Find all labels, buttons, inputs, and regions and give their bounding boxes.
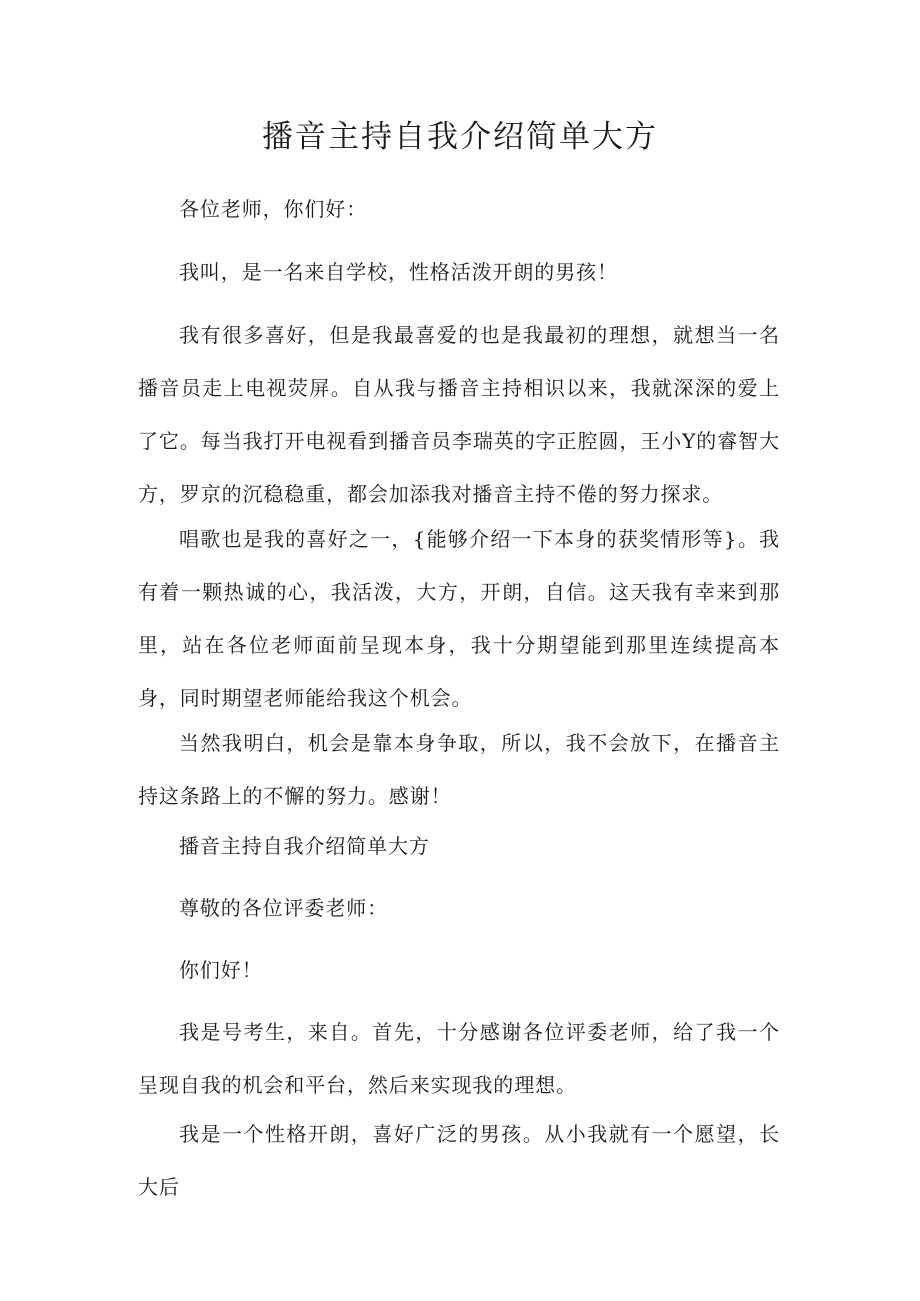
paragraph-candidate: 我是号考生，来自。首先，十分感谢各位评委老师，给了我一个呈现自我的机会和平台，然后来实现我的理想。 — [138, 1020, 780, 1097]
paragraph-intro: 我叫，是一名来自学校，性格活泼开朗的男孩！ — [179, 260, 618, 284]
paragraph-closing: 当然我明白，机会是靠本身争取，所以，我不会放下，在播音主持这条路上的不懈的努力。感谢！ — [138, 731, 780, 808]
paragraph-personality: 我是一个性格开朗，喜好广泛的男孩。从小我就有一个愿望，长大后 — [138, 1122, 780, 1199]
section-heading: 播音主持自我介绍简单大方 — [179, 834, 430, 858]
paragraph-hello: 你们好！ — [179, 958, 263, 982]
paragraph-greeting: 各位老师，你们好： — [179, 197, 368, 221]
paragraph-singing: 唱歌也是我的喜好之一，{能够介绍一下本身的获奖情形等}。我有着一颗热诚的心，我活泼，大方，开朗，自信。这天我有幸来到那里，站在各位老师面前呈现本身，我十分期望能到那里连续提高本身，同时期望老师能给我这个机会。 — [138, 527, 780, 710]
document-title: 播音主持自我介绍简单大方 — [262, 119, 658, 155]
paragraph-hobbies: 我有很多喜好，但是我最喜爱的也是我最初的理想，就想当一名播音员走上电视荧屏。自从我与播音主持相识以来，我就深深的爱上了它。每当我打开电视看到播音员李瑞英的字正腔圆，王小Y的睿智大方，罗京的沉稳稳重，都会加添我对播音主持不倦的努力探求。 — [138, 323, 780, 506]
paragraph-salutation: 尊敬的各位评委老师： — [179, 896, 388, 920]
